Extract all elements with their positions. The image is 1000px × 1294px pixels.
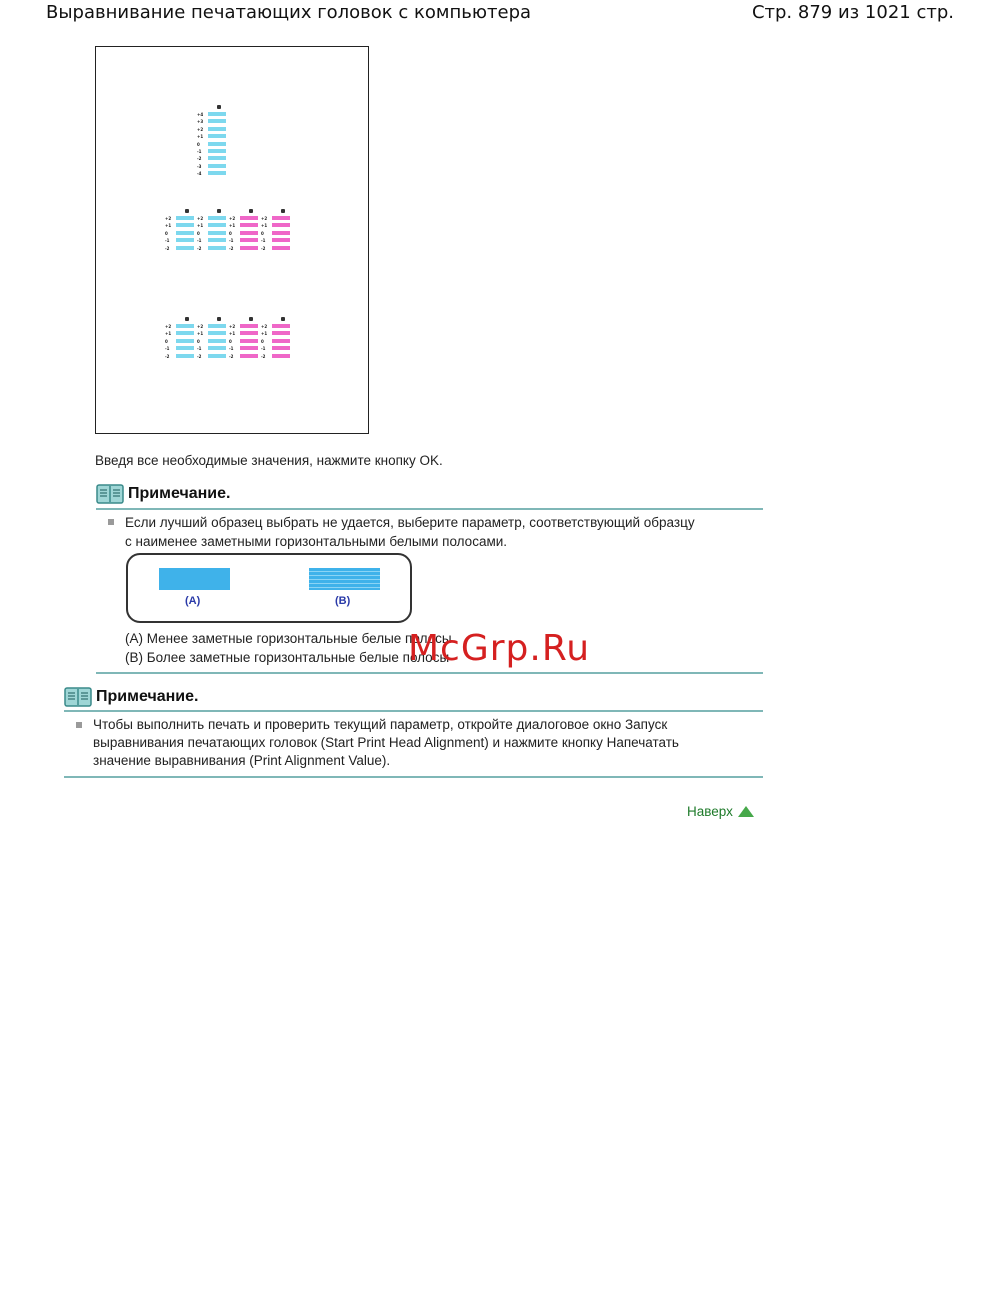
note1-text <box>125 513 695 551</box>
pattern-label: +3 <box>197 119 204 125</box>
back-to-top-link[interactable] <box>687 804 754 819</box>
pattern-label: -2 <box>229 245 234 251</box>
pattern-label: -1 <box>229 238 234 244</box>
pattern-label: +2 <box>229 216 236 221</box>
pattern-bar <box>208 324 226 328</box>
pattern-label: 0 <box>261 338 264 344</box>
pattern-label: 0 <box>229 338 232 344</box>
pattern-bar <box>272 331 290 335</box>
pattern-bar <box>208 149 226 153</box>
note2-bullet <box>76 722 82 728</box>
pattern-bar <box>208 127 226 131</box>
pattern-bar <box>208 339 226 343</box>
pattern-label: 0 <box>165 338 168 344</box>
pattern-bar <box>240 238 258 242</box>
pattern-bar <box>272 223 290 227</box>
pattern-bar <box>240 216 258 220</box>
pattern-label: -1 <box>197 238 202 244</box>
pattern-label: -2 <box>165 245 170 251</box>
pattern-label: 0 <box>197 338 200 344</box>
pattern-bar <box>176 246 194 250</box>
pattern-label: -2 <box>197 245 202 251</box>
pattern-bar <box>240 223 258 227</box>
pattern-label: +1 <box>197 331 204 337</box>
pattern-bar <box>208 119 226 123</box>
pattern-label: +2 <box>165 216 172 221</box>
pattern-bar <box>208 112 226 116</box>
pattern-label: +1 <box>261 331 268 337</box>
pattern-label: -1 <box>197 149 202 154</box>
pattern-bar <box>208 331 226 335</box>
pattern-marker <box>281 317 285 321</box>
pattern-label: +2 <box>261 324 268 329</box>
pattern-bar <box>272 346 290 350</box>
pattern-label: -2 <box>197 156 202 162</box>
pattern-label: 0 <box>261 230 264 236</box>
pattern-bar <box>208 134 226 138</box>
pattern-bar <box>176 324 194 328</box>
pattern-bar <box>208 216 226 220</box>
pattern-label: -2 <box>229 353 234 359</box>
pattern-bar <box>176 346 194 350</box>
note1-top-rule <box>96 508 763 510</box>
pattern-marker <box>217 317 221 321</box>
pattern-bar <box>208 223 226 227</box>
pattern-marker <box>249 317 253 321</box>
pattern-label: +2 <box>197 216 204 221</box>
sample-a-image <box>159 568 230 590</box>
pattern-bar <box>272 216 290 220</box>
pattern-bar <box>208 346 226 350</box>
pattern-label: -3 <box>197 163 202 169</box>
pattern-label: 0 <box>165 230 168 236</box>
pattern-label: +1 <box>197 223 204 229</box>
note1-heading-label: Примечание. <box>128 485 231 502</box>
pattern-bar <box>208 142 226 146</box>
note2-text-line2: выравнивания печатающих головок (Start Print Head Alignment) и нажмите кнопку Напечатать <box>93 735 679 750</box>
pattern-label: +4 <box>197 112 204 117</box>
pattern-label: +2 <box>165 324 172 329</box>
pattern-label: -1 <box>197 346 202 352</box>
up-arrow-icon <box>738 806 754 817</box>
pattern-label: -2 <box>165 353 170 359</box>
pattern-bar <box>176 238 194 242</box>
pattern-bar <box>240 231 258 235</box>
legend-a: (A) Менее заметные горизонтальные белые полосы <box>125 631 452 646</box>
pattern-bar <box>176 216 194 220</box>
pattern-bar <box>272 246 290 250</box>
pattern-marker <box>281 209 285 213</box>
note2-text-line3: значение выравнивания (Print Alignment Value). <box>93 753 391 768</box>
pattern-bar <box>272 339 290 343</box>
page-counter: Стр. 879 из 1021 стр. <box>751 2 954 23</box>
pattern-bar <box>208 164 226 168</box>
pattern-marker <box>217 105 221 109</box>
note1-bullet <box>108 519 114 525</box>
pattern-bar <box>176 354 194 358</box>
note1-text-line1: Если лучший образец выбрать не удается, выберите параметр, соответствующий образцу <box>125 515 695 530</box>
pattern-bar <box>272 324 290 328</box>
note1-heading <box>96 484 230 504</box>
pattern-label: +1 <box>165 331 172 337</box>
pattern-bar <box>240 331 258 335</box>
note1-text-line2: с наименее заметными горизонтальными белыми полосами. <box>125 534 508 549</box>
pattern-label: +1 <box>229 331 236 337</box>
pattern-bar <box>176 339 194 343</box>
pattern-label: +1 <box>261 223 268 229</box>
pattern-bar <box>240 246 258 250</box>
page-header <box>46 2 954 26</box>
pattern-marker <box>217 209 221 213</box>
book-icon <box>64 687 92 707</box>
note2-heading <box>64 687 198 707</box>
pattern-bar <box>208 171 226 175</box>
pattern-bar <box>208 246 226 250</box>
pattern-bar <box>240 354 258 358</box>
pattern-bar <box>208 231 226 235</box>
sample-a-label: (A) <box>185 595 201 607</box>
pattern-bar <box>176 331 194 335</box>
pattern-label: 0 <box>197 230 200 236</box>
pattern-label: -2 <box>261 245 266 251</box>
note2-text-line1: Чтобы выполнить печать и проверить текущий параметр, откройте диалоговое окно Запуск <box>93 717 668 732</box>
legend-b: (B) Более заметные горизонтальные белые полосы <box>125 650 450 665</box>
book-icon <box>96 484 124 504</box>
sample-b-image <box>309 568 380 590</box>
pattern-label: +1 <box>197 134 204 140</box>
pattern-label: -2 <box>261 353 266 359</box>
pattern-label: -1 <box>261 238 266 244</box>
pattern-label: 0 <box>197 141 200 147</box>
pattern-marker <box>249 209 253 213</box>
pattern-label: +2 <box>229 324 236 329</box>
pattern-bar <box>208 238 226 242</box>
instruction-text: Введя все необходимые значения, нажмите кнопку OK. <box>95 453 443 468</box>
pattern-label: -1 <box>165 346 170 352</box>
pattern-bar <box>272 238 290 242</box>
pattern-marker <box>185 317 189 321</box>
pattern-bar <box>176 231 194 235</box>
pattern-label: +2 <box>197 126 204 132</box>
pattern-label: -1 <box>229 346 234 352</box>
pattern-label: 0 <box>229 230 232 236</box>
alignment-pattern-sheet <box>95 46 369 434</box>
pattern-label: -2 <box>197 353 202 359</box>
pattern-bar <box>272 354 290 358</box>
document-title: Выравнивание печатающих головок с компьютера <box>46 2 532 23</box>
pattern-bar <box>240 346 258 350</box>
pattern-label: -1 <box>165 238 170 244</box>
sample-b-label: (B) <box>335 595 351 607</box>
pattern-label: +2 <box>197 324 204 329</box>
note2-top-rule <box>64 710 763 712</box>
note2-heading-label: Примечание. <box>96 688 199 705</box>
pattern-bar <box>208 354 226 358</box>
pattern-label: +2 <box>261 216 268 221</box>
sample-comparison-box <box>126 553 412 623</box>
back-to-top-label[interactable]: Наверх <box>687 804 733 819</box>
pattern-bar <box>240 339 258 343</box>
note2-text <box>93 716 679 770</box>
pattern-marker <box>185 209 189 213</box>
note2-bottom-rule <box>64 776 763 778</box>
note1-bottom-rule <box>96 672 763 674</box>
pattern-label: -4 <box>197 171 202 177</box>
watermark: McGrp.Ru <box>408 628 591 669</box>
pattern-bar <box>272 231 290 235</box>
pattern-label: +1 <box>165 223 172 229</box>
pattern-label: -1 <box>261 346 266 352</box>
pattern-bar <box>176 223 194 227</box>
pattern-label: +1 <box>229 223 236 229</box>
pattern-bar <box>208 156 226 160</box>
pattern-bar <box>240 324 258 328</box>
